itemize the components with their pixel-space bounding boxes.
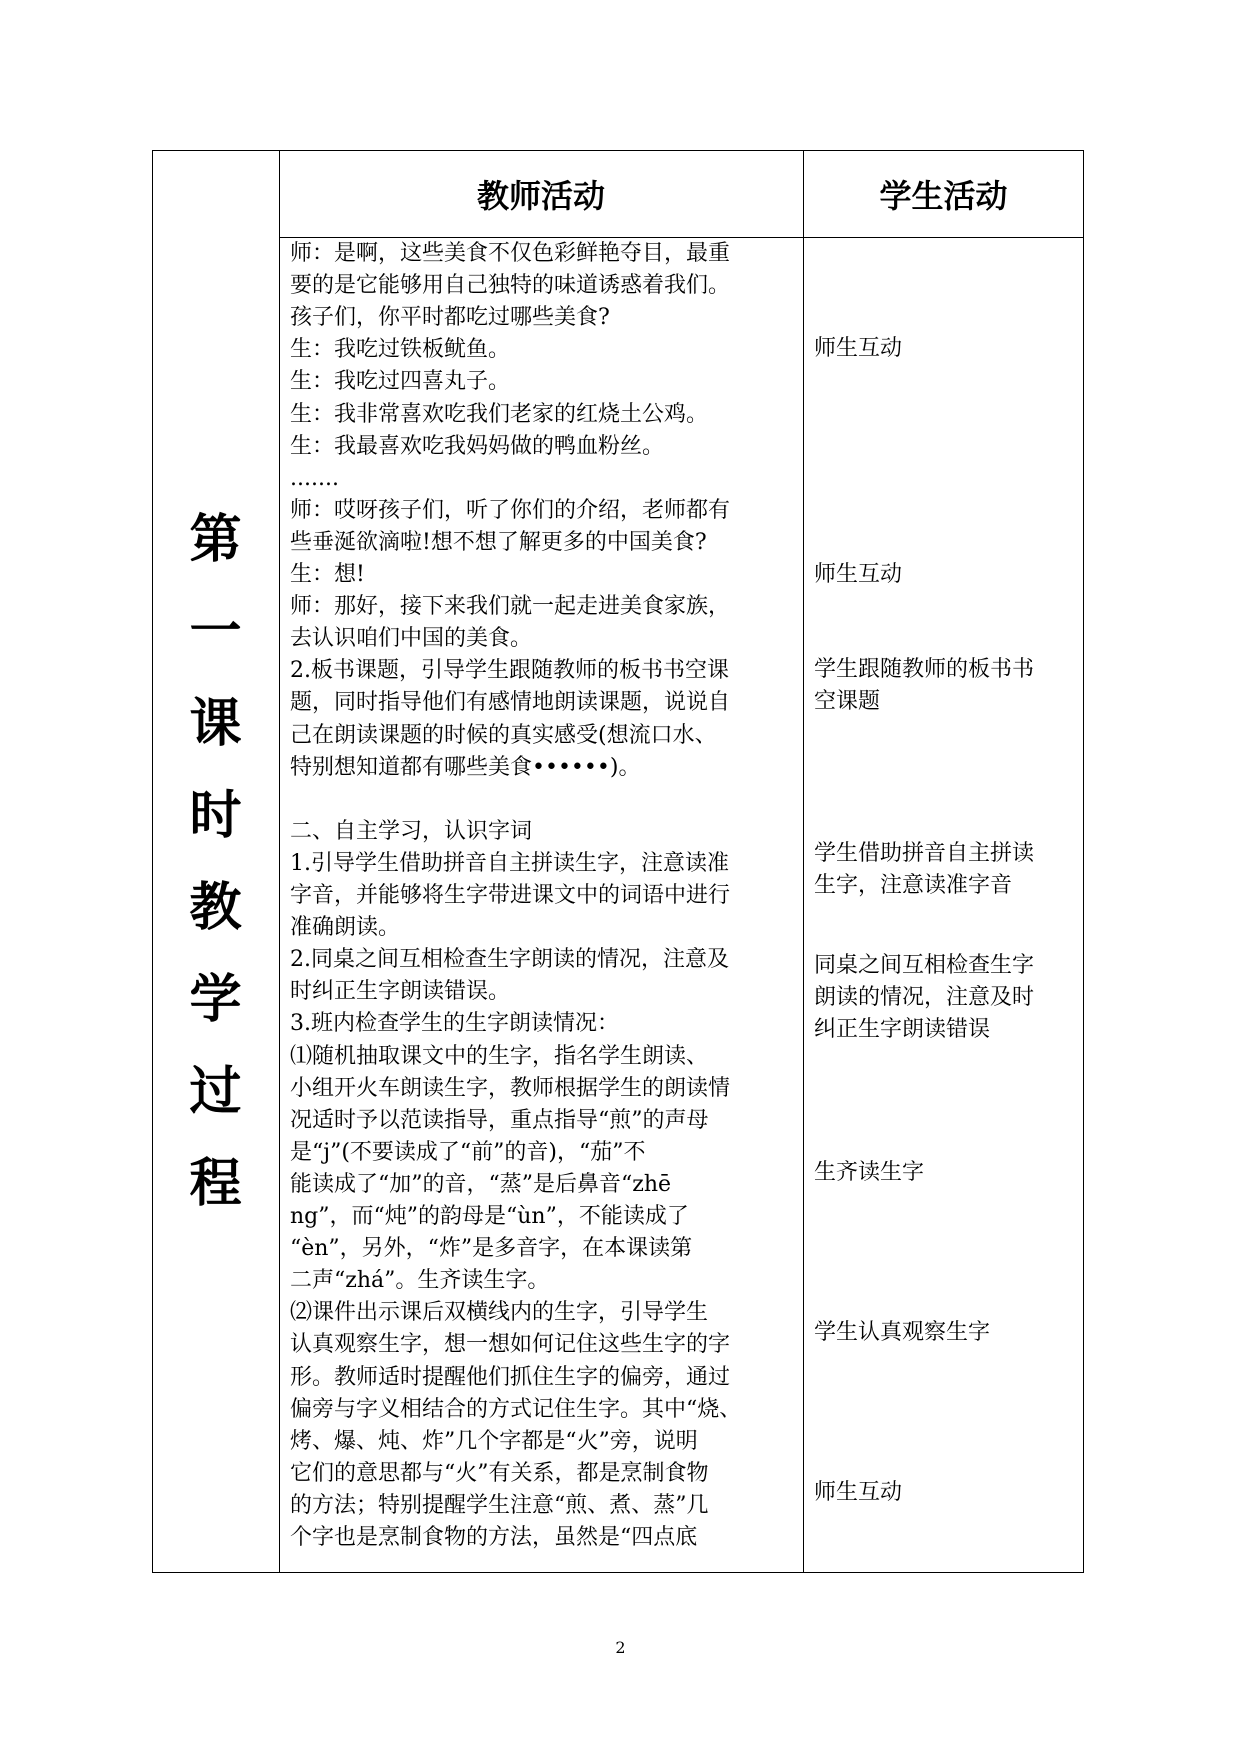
teacher-text-line: 3.班内检查学生的生字朗读情况： xyxy=(290,1011,619,1037)
student-text-line: 朗读的情况，注意及时 xyxy=(814,985,1035,1010)
teacher-text-line: 师：哎呀孩子们，听了你们的介绍，老师都有 xyxy=(290,497,731,523)
teacher-text-line: 准确朗读。 xyxy=(290,915,401,941)
teacher-text-line: 偏旁与字义相结合的方式记住生字。其中“烧、 xyxy=(290,1396,742,1422)
teacher-text-line: 师：那好，接下来我们就一起走进美食家族， xyxy=(290,594,731,620)
teacher-text-line: 形。教师适时提醒他们抓住生字的偏旁，通过 xyxy=(290,1364,731,1390)
teacher-text-line: 字音，并能够将生字带进课文中的词语中进行 xyxy=(290,883,731,908)
teacher-text-line: 生：我最喜欢吃我妈妈做的鸭血粉丝。 xyxy=(290,433,665,459)
teacher-text-line: 小组开火车朗读生字，教师根据学生的朗读情 xyxy=(290,1075,731,1101)
section-label xyxy=(152,150,279,1573)
section-label-char: 第 xyxy=(189,509,242,570)
teacher-text-line: 生：想! xyxy=(290,562,365,587)
teacher-text-line: 孩子们，你平时都吃过哪些美食? xyxy=(290,305,610,331)
teacher-text-line: “èn”，另外，“炸”是多音字，在本课读第 xyxy=(290,1236,693,1262)
student-text-line: 生字，注意读准字音 xyxy=(814,873,1013,898)
student-text-line: 学生认真观察生字 xyxy=(814,1320,991,1345)
section-label-char: 学 xyxy=(189,969,242,1030)
teacher-text-line: 二声“zhá”。生齐读生字。 xyxy=(290,1268,550,1294)
teacher-text-line: 烤、爆、炖、炸”几个字都是“火”旁，说明 xyxy=(290,1428,698,1454)
teacher-text-line: 1.引导学生借助拼音自主拼读生字，注意读准 xyxy=(290,850,729,876)
section-label-char: 教 xyxy=(189,877,242,938)
teacher-text-line: 是“j”(不要读成了“前”的音)，“茄”不 xyxy=(290,1139,646,1165)
teacher-text-line: 要的是它能够用自己独特的味道诱惑着我们。 xyxy=(290,273,731,299)
teacher-text-line: 生：我吃过四喜丸子。 xyxy=(290,369,511,395)
student-text-line: 生齐读生字 xyxy=(814,1160,925,1185)
teacher-text-line: 它们的意思都与“火”有关系，都是烹制食物 xyxy=(290,1460,709,1486)
header-teacher-activity: 教师活动 xyxy=(476,176,605,215)
teacher-text-line: 题，同时指导他们有感情地朗读课题，说说自 xyxy=(290,690,731,716)
teacher-text-line: 的方法；特别提醒学生注意“煎、煮、蒸”几 xyxy=(290,1492,709,1518)
teacher-text-line: 生：我非常喜欢吃我们老家的红烧土公鸡。 xyxy=(290,401,709,427)
student-text-line: 纠正生字朗读错误 xyxy=(814,1017,991,1042)
teacher-text-line: ....... xyxy=(290,465,339,491)
teacher-text-line: ⑴随机抽取课文中的生字，指名学生朗读、 xyxy=(290,1043,709,1069)
teacher-text-line: 些垂涎欲滴啦!想不想了解更多的中国美食? xyxy=(290,529,707,555)
student-text-line: 空课题 xyxy=(814,689,881,714)
column-divider-1 xyxy=(279,150,280,1573)
teacher-text-line: 特别想知道都有哪些美食••••••)。 xyxy=(290,754,641,780)
teacher-text-line: 2.同桌之间互相检查生字朗读的情况，注意及 xyxy=(290,947,729,973)
teacher-text-line: 能读成了“加”的音，“蒸”是后鼻音“zhē xyxy=(290,1171,672,1197)
section-label-char: 课 xyxy=(189,693,242,754)
student-text-line: 学生借助拼音自主拼读 xyxy=(814,841,1035,866)
teacher-text-line: 2.板书课题，引导学生跟随教师的板书书空课 xyxy=(290,658,729,684)
teacher-text-line: ⑵课件出示课后双横线内的生字，引导学生 xyxy=(290,1300,709,1326)
column-divider-2 xyxy=(803,150,804,1573)
student-text-line: 同桌之间互相检查生字 xyxy=(814,953,1035,978)
student-text-line: 师生互动 xyxy=(814,562,903,587)
teacher-text-line: 时纠正生字朗读错误。 xyxy=(290,979,511,1005)
teacher-text-line: 去认识咱们中国的美食。 xyxy=(290,626,533,652)
teacher-text-line: ng”，而“炖”的韵母是“ùn”，不能读成了 xyxy=(290,1204,689,1229)
teacher-text-line: 师：是啊，这些美食不仅色彩鲜艳夺目，最重 xyxy=(290,241,731,266)
student-text-line: 师生互动 xyxy=(814,1480,903,1505)
student-text-line: 学生跟随教师的板书书 xyxy=(814,657,1035,682)
teacher-text-line: 个字也是烹制食物的方法，虽然是“四点底 xyxy=(290,1525,698,1550)
section-label-char: 一 xyxy=(189,601,242,662)
page-number: 2 xyxy=(615,1638,626,1657)
section-label-char: 过 xyxy=(189,1061,242,1122)
section-label-char: 时 xyxy=(189,785,242,846)
teacher-text-line: 己在朗读课题的时候的真实感受(想流口水、 xyxy=(290,722,717,748)
teacher-text-line: 二、自主学习，认识字词 xyxy=(290,818,533,844)
header-student-activity: 学生活动 xyxy=(879,176,1008,215)
section-label-char: 程 xyxy=(189,1153,242,1214)
teacher-text-line: 况适时予以范读指导，重点指导“煎”的声母 xyxy=(290,1107,709,1133)
student-text-line: 师生互动 xyxy=(814,336,903,361)
teacher-text-line: 认真观察生字，想一想如何记住这些生字的字 xyxy=(290,1332,731,1358)
lesson-table xyxy=(152,150,1084,1573)
teacher-text-line: 生：我吃过铁板鱿鱼。 xyxy=(290,337,511,363)
